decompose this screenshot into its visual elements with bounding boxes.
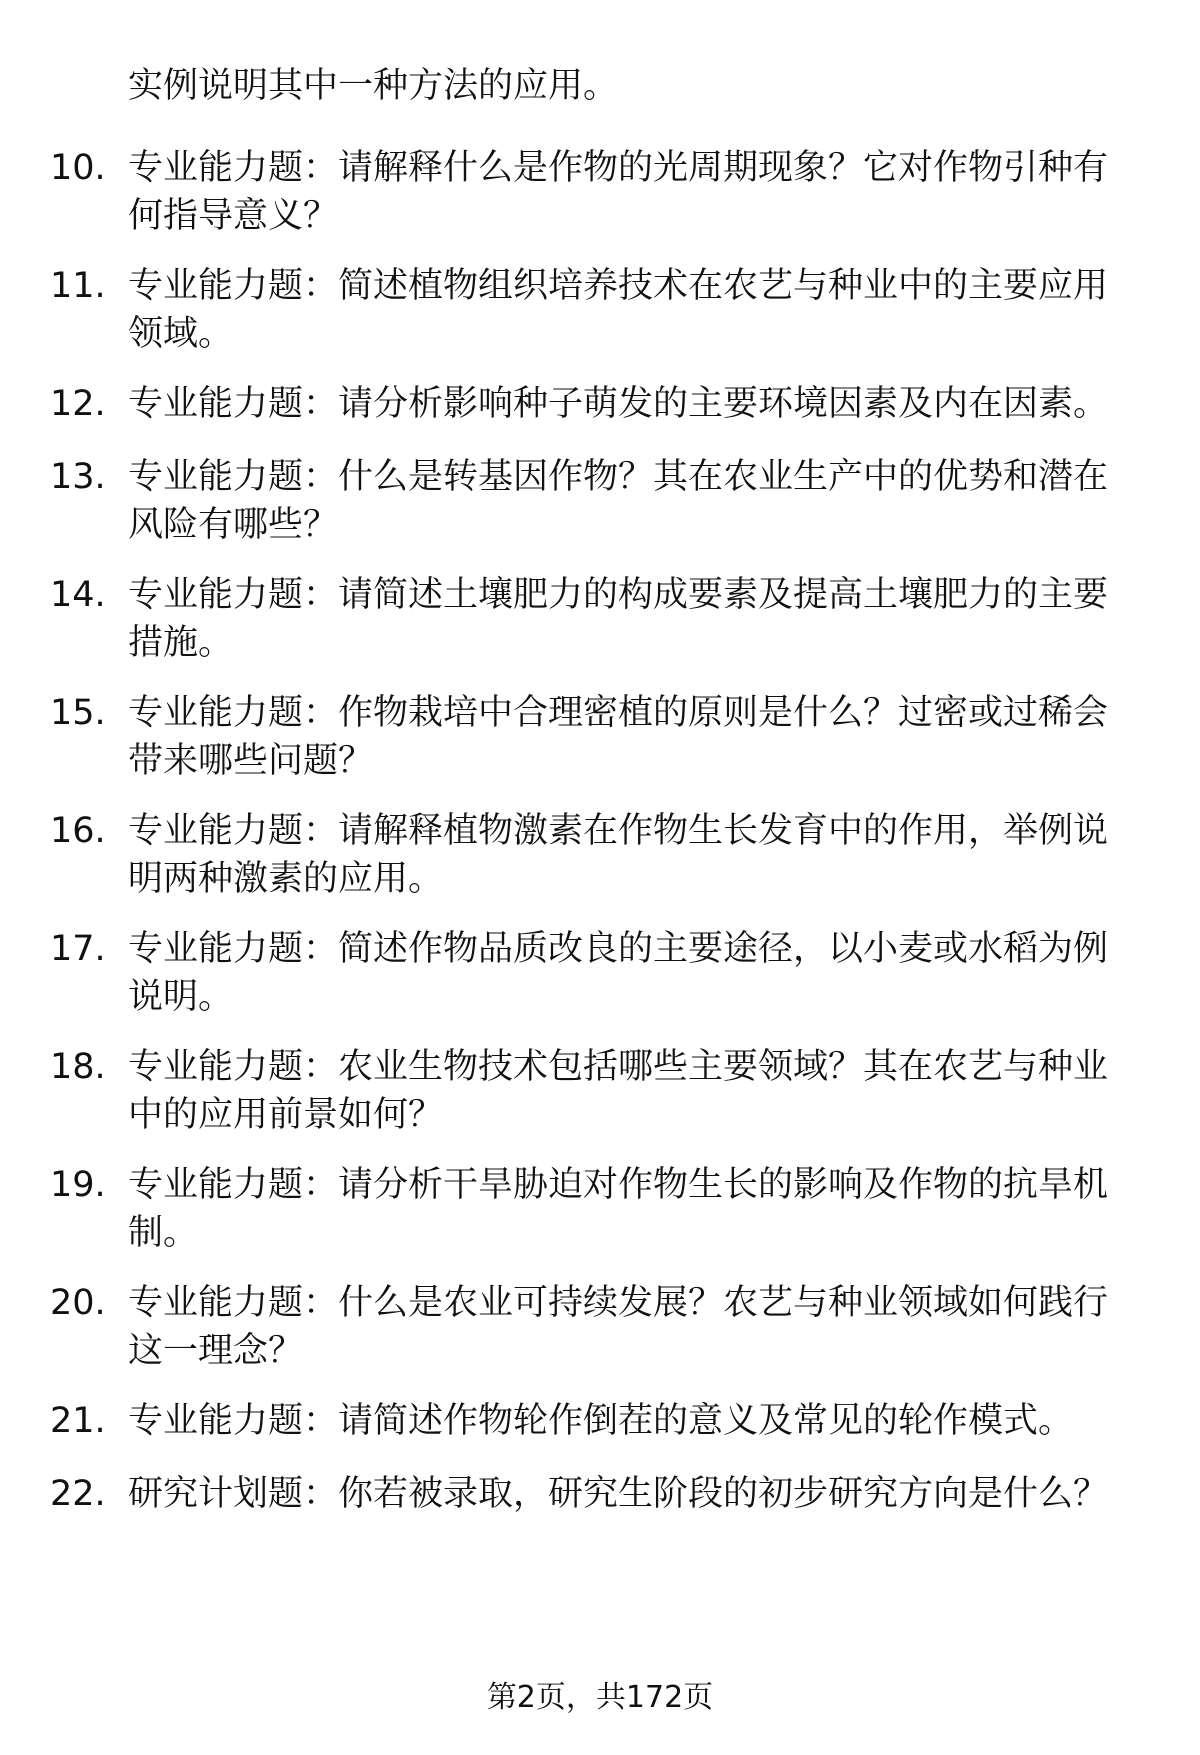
question-text: 专业能力题：作物栽培中合理密植的原则是什么？过密或过稀会带来哪些问题？: [128, 693, 1109, 781]
question-number: 18.: [50, 1047, 106, 1087]
question-number: 13.: [50, 457, 106, 497]
question-number: 11.: [50, 266, 106, 306]
question-number: 12.: [50, 384, 106, 424]
question-text: 专业能力题：请分析干旱胁迫对作物生长的影响及作物的抗旱机制。: [128, 1165, 1109, 1253]
question-text: 专业能力题：请解释植物激素在作物生长发育中的作用，举例说明两种激素的应用。: [128, 811, 1109, 899]
question-number: 19.: [50, 1165, 106, 1205]
question-number: 22.: [50, 1474, 106, 1514]
question-number: 20.: [50, 1283, 106, 1323]
question-text: 专业能力题：请分析影响种子萌发的主要环境因素及内在因素。: [128, 384, 1109, 424]
question-text: 专业能力题：请简述土壤肥力的构成要素及提高土壤肥力的主要措施。: [128, 575, 1109, 663]
question-text: 专业能力题：简述作物品质改良的主要途径，以小麦或水稻为例说明。: [128, 929, 1109, 1017]
question-text: 专业能力题：什么是转基因作物？其在农业生产中的优势和潜在风险有哪些？: [128, 457, 1109, 545]
question-text: 专业能力题：简述植物组织培养技术在农艺与种业中的主要应用领域。: [128, 266, 1109, 354]
question-number: 16.: [50, 811, 106, 851]
question-number: 21.: [50, 1401, 106, 1441]
question-number: 15.: [50, 693, 106, 733]
question-number: 17.: [50, 929, 106, 969]
page-number: 第2页，共172页: [486, 1680, 714, 1715]
question-text: 专业能力题：什么是农业可持续发展？农艺与种业领域如何践行这一理念？: [128, 1283, 1109, 1371]
question-text: 专业能力题：农业生物技术包括哪些主要领域？其在农艺与种业中的应用前景如何？: [128, 1047, 1109, 1135]
continuation-text: 实例说明其中一种方法的应用。: [128, 66, 619, 106]
question-number: 14.: [50, 575, 106, 615]
question-text: 研究计划题：你若被录取，研究生阶段的初步研究方向是什么？: [128, 1474, 1109, 1514]
question-number: 10.: [50, 148, 106, 188]
question-text: 专业能力题：请解释什么是作物的光周期现象？它对作物引种有何指导意义？: [128, 148, 1109, 236]
question-text: 专业能力题：请简述作物轮作倒茬的意义及常见的轮作模式。: [128, 1401, 1074, 1441]
